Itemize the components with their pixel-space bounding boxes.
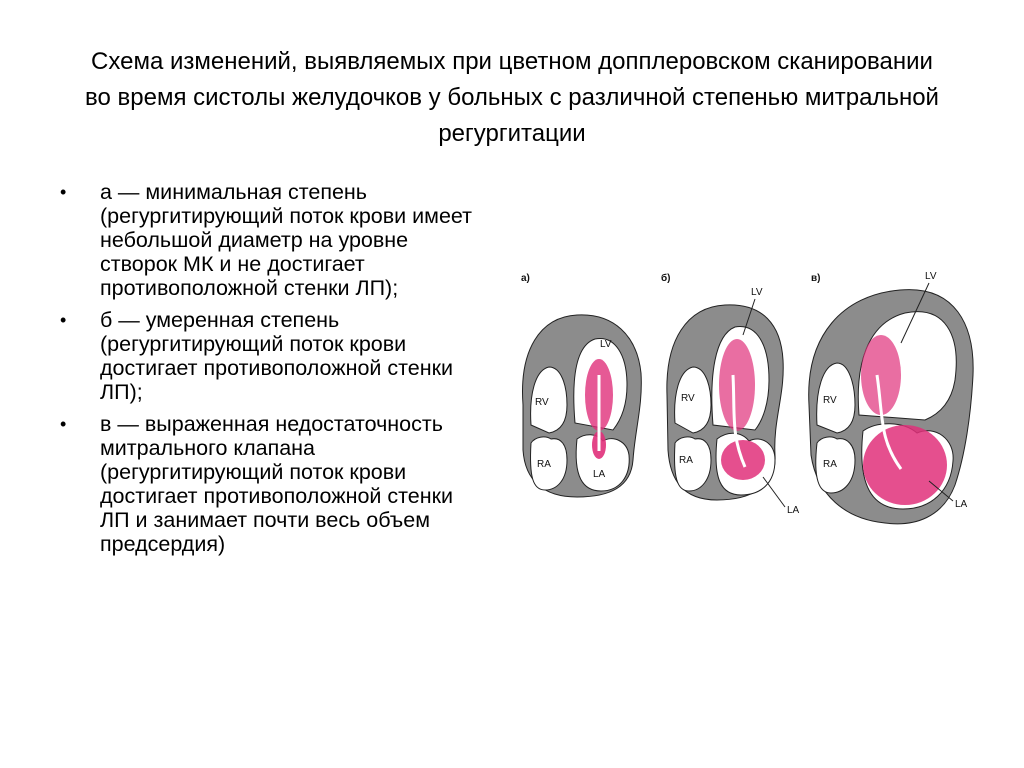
label-rv-c: RV (823, 395, 837, 406)
panel-b (661, 272, 800, 516)
bullet-item-c (56, 412, 476, 556)
label-lv-a: LV (600, 339, 612, 350)
bullet-marker: • (60, 182, 67, 202)
label-ra-c: RA (823, 459, 837, 470)
panel-a-label: а) (521, 273, 530, 284)
label-ra-b: RA (679, 455, 693, 466)
panel-b-label: б) (661, 273, 671, 284)
heart-doppler-diagram (505, 255, 985, 535)
label-la-c: LA (955, 499, 968, 510)
panel-c (809, 271, 973, 524)
slide-title: Схема изменений, выявляемых при цветном допплеровском сканировании во время систолы желудочков у больных с различной степенью митральной регургитации (85, 48, 939, 147)
label-la-b: LA (787, 505, 800, 516)
bullet-marker: • (60, 310, 67, 330)
panel-c-label: в) (811, 273, 821, 284)
label-la-a: LA (593, 469, 606, 480)
bullet-text: б — умеренная степень (регургитирующий поток крови достигает противоположной стенки ЛП); (100, 308, 454, 404)
panel-a (521, 273, 641, 497)
label-rv-a: RV (535, 397, 549, 408)
label-lv-c: LV (925, 271, 937, 282)
label-rv-b: RV (681, 393, 695, 404)
bullet-item-b (56, 308, 476, 404)
label-ra-a: RA (537, 459, 551, 470)
bullet-text: в — выраженная недостаточность митрального клапана (регургитирующий поток крови достигает противоположной стенки ЛП и занимает почти весь объем предсердия) (100, 412, 454, 556)
label-lv-b: LV (751, 287, 763, 298)
bullet-text: а — минимальная степень (регургитирующий поток крови имеет небольшой диаметр на уровне створок МК и не достигает противоположной стенки ЛП); (100, 180, 472, 300)
bullet-marker: • (60, 414, 67, 434)
bullet-item-a (56, 180, 476, 300)
bullet-list (56, 180, 476, 564)
